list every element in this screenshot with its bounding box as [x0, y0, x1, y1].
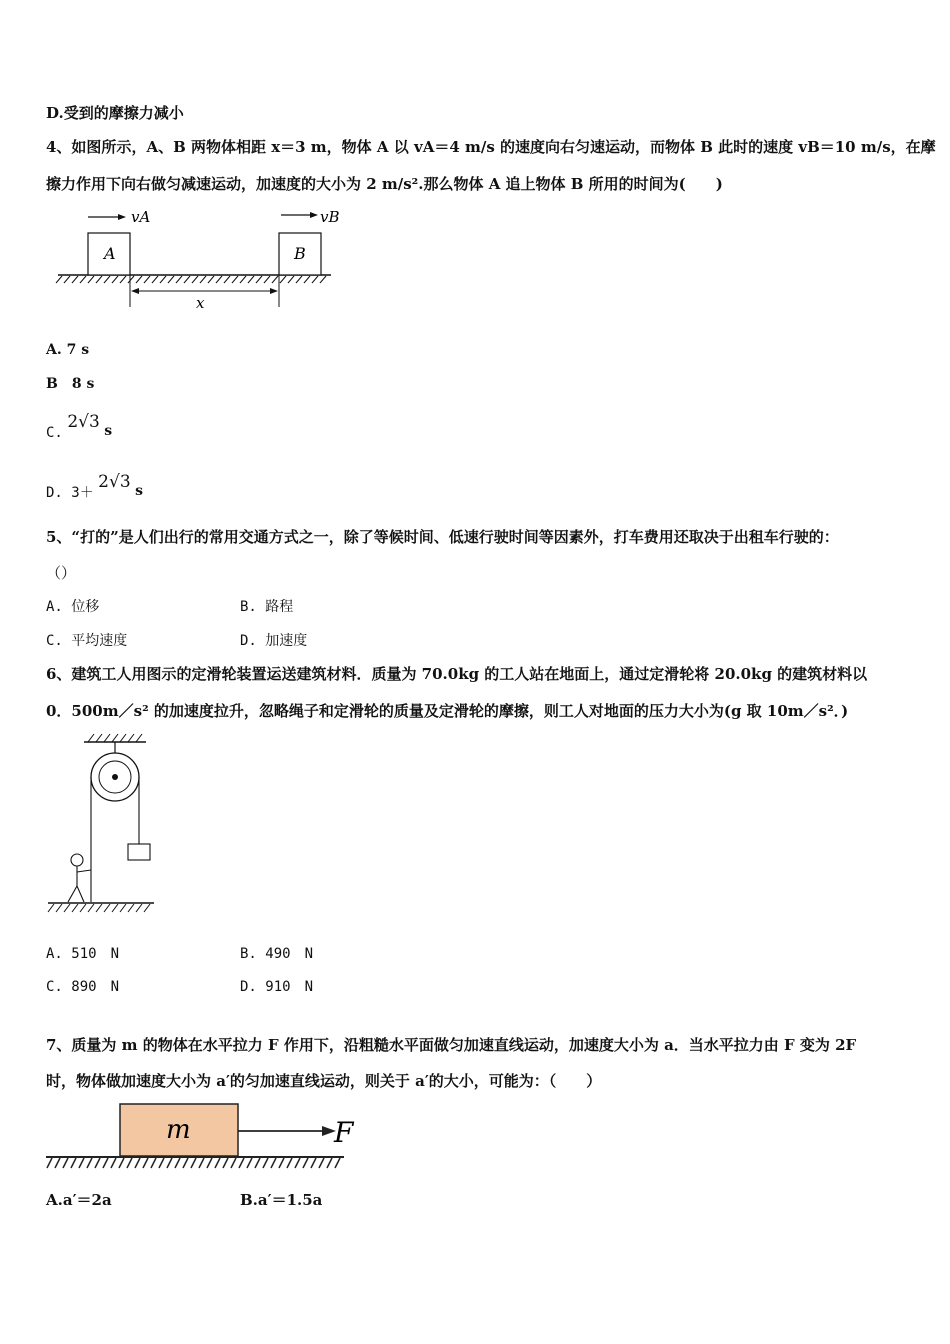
- q4-block-a-label: A: [104, 244, 116, 263]
- q4-option-d-unit: s: [135, 483, 143, 499]
- q7-option-b[interactable]: B.a′＝1.5a: [240, 1191, 323, 1209]
- q4-stem-line2: 擦力作用下向右做匀减速运动，加速度的大小为 2 m/s².那么物体 A 追上物体 B 所用的时间为( ): [46, 175, 723, 193]
- q7-mass-label: m: [166, 1115, 191, 1145]
- q7-stem-line1: 7、质量为 m 的物体在水平拉力 F 作用下，沿粗糙水平面做匀加速直线运动，加速度大小为 a．当水平拉力由 F 变为 2F: [46, 1036, 857, 1054]
- q4-velocity-a-label: vA: [131, 208, 151, 226]
- q5-option-c[interactable]: C. 平均速度: [46, 633, 128, 649]
- q6-stem-line1: 6、建筑工人用图示的定滑轮装置运送建筑材料．质量为 70.0kg 的工人站在地面上，通过定滑轮将 20.0kg 的建筑材料以: [46, 665, 868, 683]
- q5-option-d[interactable]: D. 加速度: [240, 633, 308, 649]
- q5-option-b[interactable]: B. 路程: [240, 599, 294, 615]
- q6-option-b[interactable]: B. 490 N: [240, 946, 314, 962]
- q4-distance-label: x: [196, 294, 205, 312]
- q4-block-b-label: B: [294, 244, 306, 263]
- q4-option-c-prefix: C.: [46, 425, 63, 441]
- q4-option-d-math: 2√3: [98, 472, 131, 492]
- q4-velocity-b-label: vB: [320, 208, 340, 226]
- q6-load-box: [128, 844, 150, 860]
- q6-option-a[interactable]: A. 510 N: [46, 946, 120, 962]
- q4-option-c-unit: s: [104, 423, 113, 439]
- q4-option-c-math: 2√3: [67, 412, 100, 432]
- q3-option-d: D.受到的摩擦力减小: [46, 104, 184, 122]
- q7-option-a[interactable]: A.a′＝2a: [46, 1191, 112, 1209]
- q6-option-c[interactable]: C. 890 N: [46, 979, 120, 995]
- q4-option-c[interactable]: [46, 412, 113, 441]
- q4-option-d[interactable]: [46, 472, 143, 501]
- q5-stem-line2: （）: [46, 564, 77, 582]
- q4-option-d-prefix: D. 3＋: [46, 485, 94, 501]
- q6-stem-line2: 0．500m／s² 的加速度拉升，忽略绳子和定滑轮的质量及定滑轮的摩擦，则工人对地面的压力大小为(g 取 10m／s²．): [46, 702, 849, 720]
- q4-option-a[interactable]: A. 7 s: [46, 342, 90, 358]
- q7-stem-line2: 时，物体做加速度大小为 a′的匀加速直线运动，则关于 a′的大小，可能为：（ ）: [46, 1072, 602, 1090]
- q5-option-a[interactable]: A. 位移: [46, 599, 100, 615]
- q4-option-b[interactable]: B 8 s: [46, 376, 95, 392]
- q6-pulley-figure: [46, 732, 161, 917]
- q7-force-label: F: [334, 1116, 354, 1149]
- q4-figure: [56, 205, 340, 315]
- q7-figure: [44, 1102, 364, 1174]
- q6-option-d[interactable]: D. 910 N: [240, 979, 314, 995]
- q4-stem-line1: 4、如图所示，A、B 两物体相距 x＝3 m，物体 A 以 vA＝4 m/s 的速度向右匀速运动，而物体 B 此时的速度 vB＝10 m/s，在摩: [46, 138, 936, 156]
- q5-stem-line1: 5、“打的”是人们出行的常用交通方式之一，除了等候时间、低速行驶时间等因素外，打车费用还取决于出租车行驶的：: [46, 528, 839, 546]
